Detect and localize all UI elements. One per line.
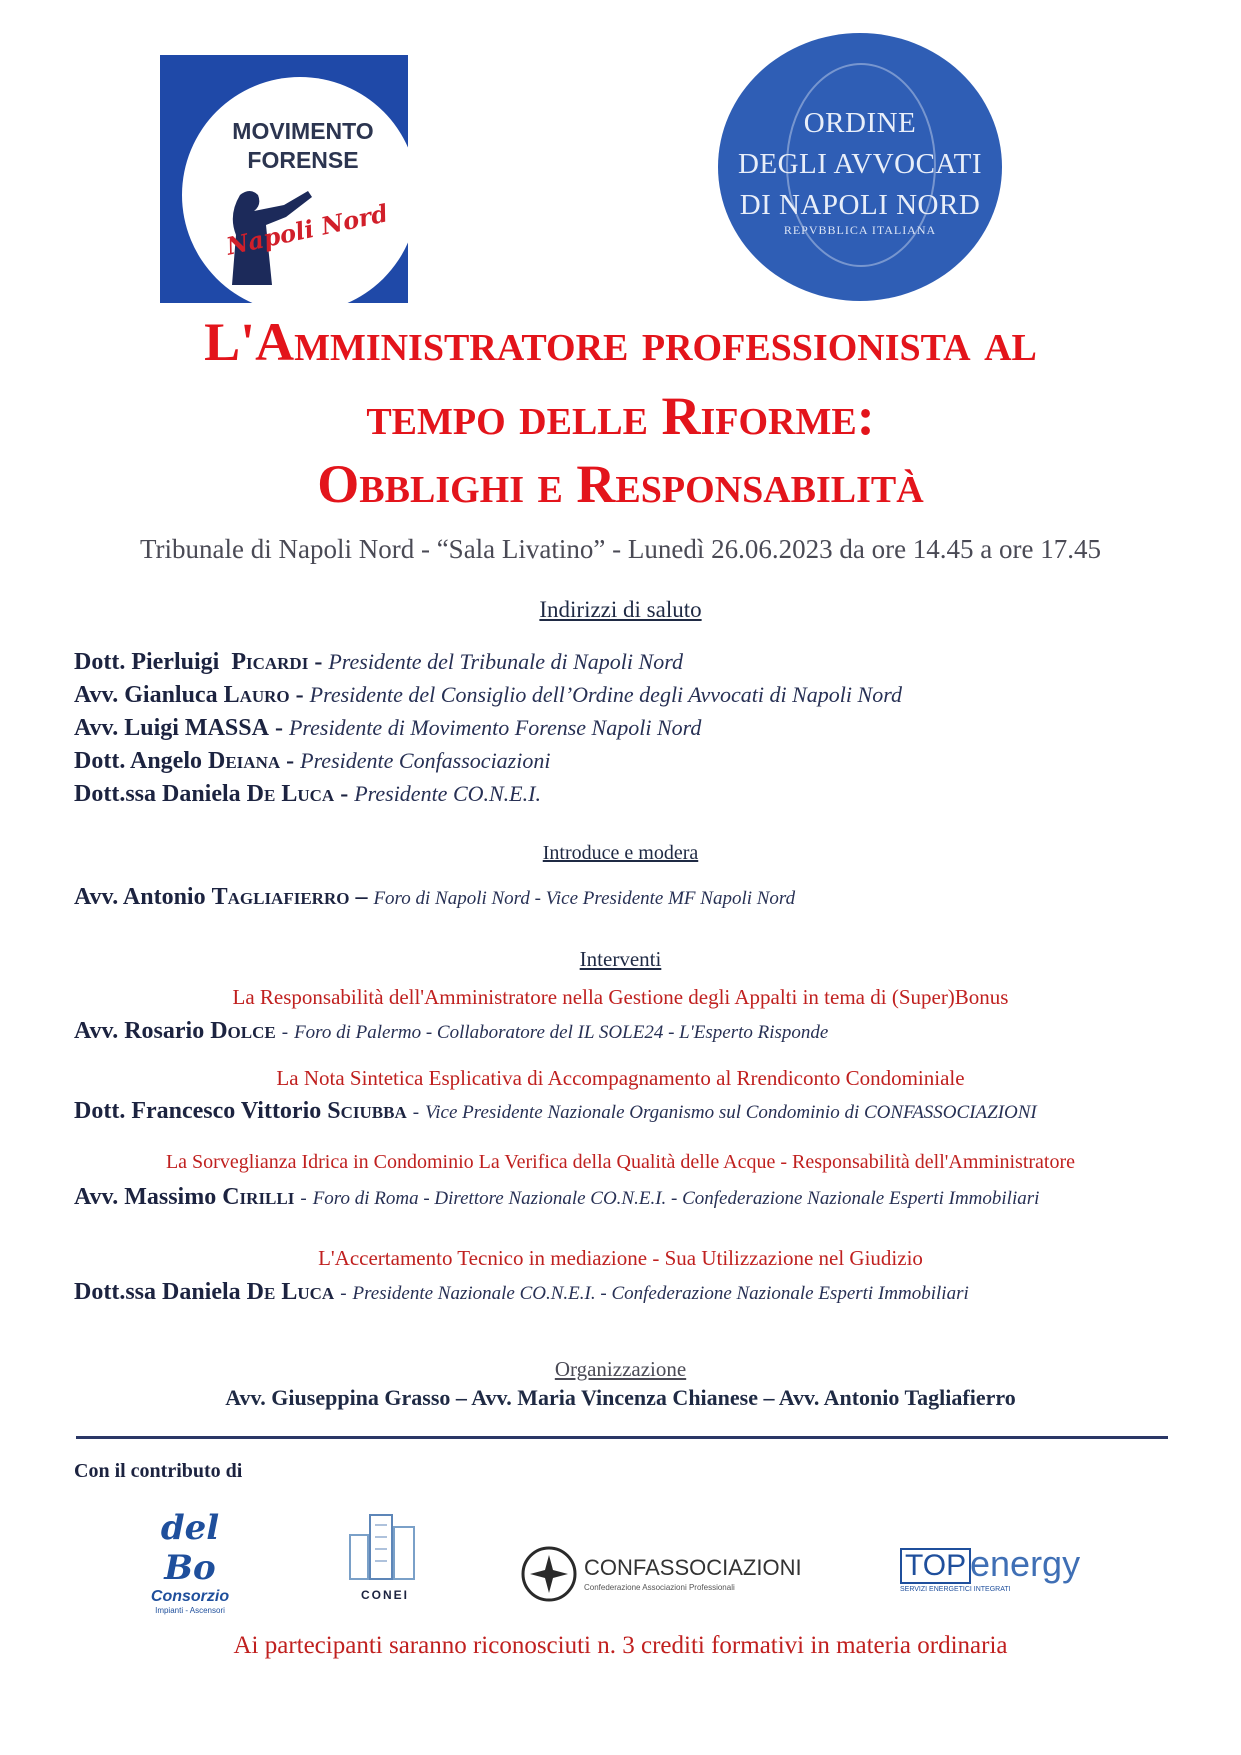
- sponsor-topenergy-logo: TOP energy SERVIZI ENERGETICI INTEGRATI: [900, 1543, 1081, 1593]
- ordine-avvocati-logo: [718, 33, 1002, 301]
- movimento-forense-logo: [160, 55, 408, 303]
- saluti-row: Dott.ssa Daniela De Luca - Presidente CO.N.E.I.: [74, 781, 541, 807]
- title-line-1: L'Amministratore professionista al: [204, 312, 1037, 372]
- moderatore-row: Avv. Antonio Tagliafierro – Foro di Napoli Nord - Vice Presidente MF Napoli Nord: [74, 884, 796, 910]
- event-subtitle: Tribunale di Napoli Nord - “Sala Livatino” - Lunedì 26.06.2023 da ore 14.45 a ore 17.45: [139, 534, 1102, 564]
- intervento-speaker: Avv. Massimo Cirilli - Foro di Roma - Direttore Nazionale CO.N.E.I. - Confederazione Nazionale Esperti Immobiliari: [74, 1184, 1040, 1210]
- organizzazione-heading: Organizzazione: [554, 1357, 687, 1381]
- intervento-topic: La Nota Sintetica Esplicativa di Accompagnamento al Rrendiconto Condominiale: [276, 1066, 965, 1090]
- title-line-2: tempo delle Riforme:: [366, 386, 875, 446]
- saluti-heading: Indirizzi di saluto: [539, 597, 702, 622]
- intervento-speaker: Dott.ssa Daniela De Luca - Presidente Nazionale CO.N.E.I. - Confederazione Nazionale Esperti Immobiliari: [74, 1279, 969, 1305]
- intervento-topic: La Sorveglianza Idrica in Condominio La Verifica della Qualità delle Acque - Responsabilità dell'Amministratore: [165, 1151, 1076, 1173]
- saluti-row: Avv. Gianluca Lauro - Presidente del Consiglio dell’Ordine degli Avvocati di Napoli Nord: [74, 682, 902, 708]
- title-line-3: Obblighi e Responsabilità: [317, 454, 924, 514]
- buildings-icon: [340, 1505, 430, 1583]
- sponsor-confassociazioni-logo: CONFASSOCIAZIONI Confederazione Associazioni Professionali: [520, 1545, 790, 1605]
- saluti-row: Dott. Pierluigi Picardi - Presidente del Tribunale di Napoli Nord: [74, 649, 683, 675]
- logo-ordine-ring: REPVBBLICA ITALIANA: [783, 223, 937, 237]
- organizzazione-names: Avv. Giuseppina Grasso – Avv. Maria Vincenza Chianese – Avv. Antonio Tagliafierro: [225, 1385, 1016, 1410]
- logo-mf-tag: Napoli Nord: [223, 198, 391, 261]
- moderatore-heading: Introduce e modera: [542, 842, 699, 864]
- sponsor-conei-logo: CONEI: [340, 1505, 430, 1600]
- intervento-topic: La Responsabilità dell'Amministratore nella Gestione degli Appalti in tema di (Super)Bonus: [232, 985, 1009, 1009]
- intervento-topic: L'Accertamento Tecnico in mediazione - Sua Utilizzazione nel Giudizio: [318, 1246, 923, 1270]
- intervento-speaker: Avv. Rosario Dolce - Foro di Palermo - Collaboratore del IL SOLE24 - L'Esperto Risponde: [74, 1018, 829, 1044]
- logo-mf-text: MOVIMENTO FORENSE: [232, 118, 374, 173]
- divider: [76, 1436, 1168, 1439]
- confassociazioni-emblem-icon: [520, 1545, 578, 1603]
- interventi-heading: Interventi: [579, 947, 662, 971]
- intervento-speaker: Dott. Francesco Vittorio Sciubba - Vice Presidente Nazionale Organismo sul Condominio di CONFASSOCIAZIONI: [74, 1098, 1037, 1124]
- crediti-note: Ai partecipanti saranno riconosciuti n. 3 crediti formativi in materia ordinaria: [233, 1632, 1008, 1659]
- contributo-label: Con il contributo di: [74, 1460, 243, 1482]
- logo-ordine-text: ORDINE DEGLI AVVOCATI DI NAPOLI NORD: [737, 107, 983, 221]
- saluti-row: Dott. Angelo Deiana - Presidente Confassociazioni: [74, 748, 551, 774]
- saluti-row: Avv. Luigi MASSA - Presidente di Movimento Forense Napoli Nord: [74, 715, 702, 741]
- sponsor-delbo-logo: del Bo Consorzio Impianti - Ascensori: [150, 1508, 230, 1615]
